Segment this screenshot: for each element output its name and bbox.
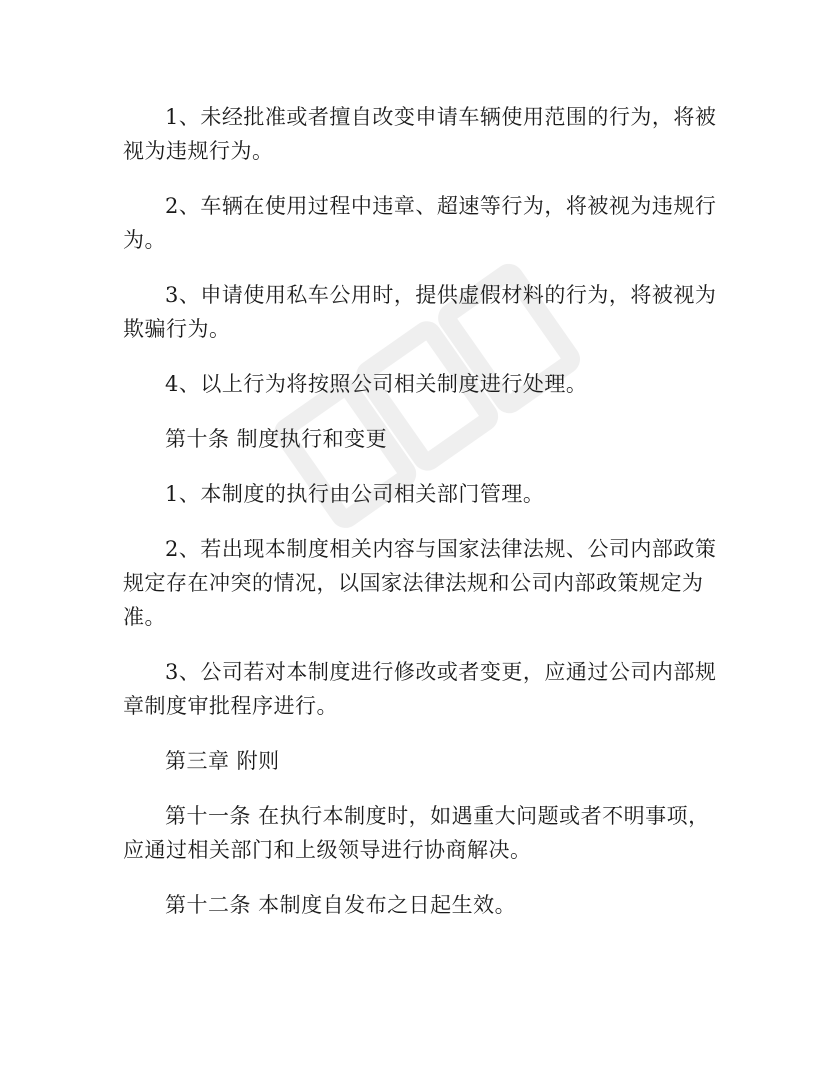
document-body bbox=[123, 100, 728, 943]
paragraph-violation-1: 1、未经批准或者擅自改变申请车辆使用范围的行为，将被视为违规行为。 bbox=[123, 105, 717, 163]
article-10-heading: 第十条 制度执行和变更 bbox=[165, 427, 388, 451]
paragraph-violation-2: 2、车辆在使用过程中违章、超速等行为，将被视为违规行为。 bbox=[123, 194, 717, 252]
paragraph-violation-3: 3、申请使用私车公用时，提供虚假材料的行为，将被视为欺骗行为。 bbox=[123, 283, 717, 341]
article-12: 第十二条 本制度自发布之日起生效。 bbox=[165, 893, 517, 917]
paragraph-execution-3: 3、公司若对本制度进行修改或者变更，应通过公司内部规章制度审批程序进行。 bbox=[123, 660, 717, 718]
chapter-3-heading: 第三章 附则 bbox=[165, 749, 280, 773]
paragraph-execution-1: 1、本制度的执行由公司相关部门管理。 bbox=[165, 482, 545, 506]
paragraph-violation-4: 4、以上行为将按照公司相关制度进行处理。 bbox=[165, 372, 588, 396]
paragraph-execution-2: 2、若出现本制度相关内容与国家法律法规、公司内部政策规定存在冲突的情况，以国家法律法规和公司内部政策规定为准。 bbox=[123, 537, 717, 629]
article-11: 第十一条 在执行本制度时，如遇重大问题或者不明事项，应通过相关部门和上级领导进行协商解决。 bbox=[123, 804, 710, 862]
